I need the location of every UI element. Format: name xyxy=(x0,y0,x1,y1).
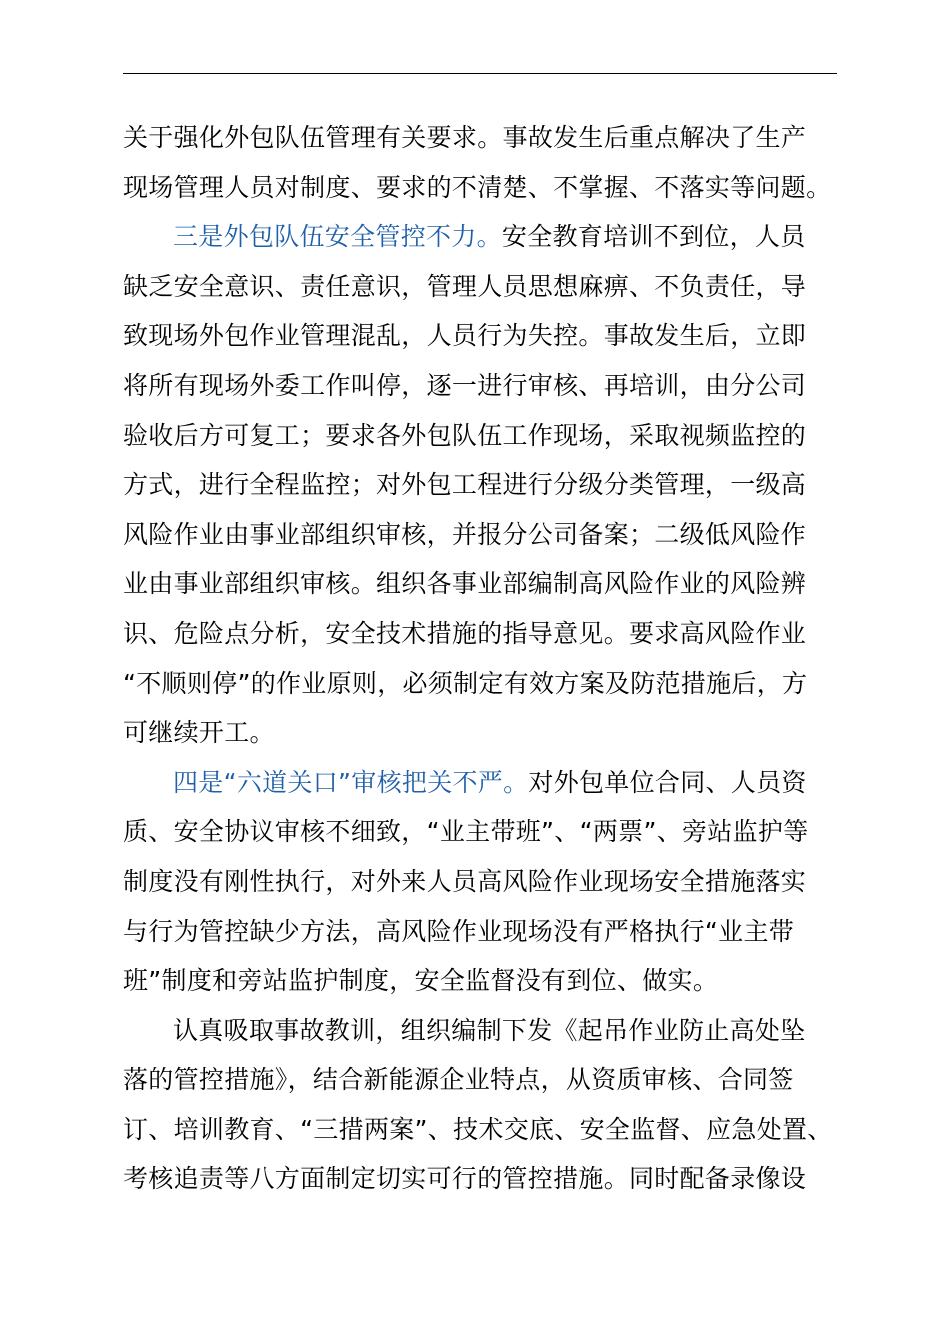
text-line: 可继续开工。 xyxy=(123,718,275,748)
text-line: 考核追责等八方面制定切实可行的管控措施。同时配备录像设 xyxy=(123,1164,807,1194)
text-line: 识、危险点分析，安全技术措施的指导意见。要求高风险作业 xyxy=(123,618,807,648)
text-line: 落的管控措施》，结合新能源企业特点，从资质审核、合同签 xyxy=(123,1065,794,1095)
body-text xyxy=(123,113,839,1204)
text-line: 质、安全协议审核不细致，“业主带班”、“两票”、旁站监护等 xyxy=(123,817,809,847)
section-heading: 四是“六道关口”审核把关不严。 xyxy=(173,767,529,797)
text-line: 订、培训教育、“三措两案”、技术交底、安全监督、应急处置、 xyxy=(123,1114,833,1144)
section-heading: 三是外包队伍安全管控不力。 xyxy=(173,222,502,252)
text-line: 关于强化外包队伍管理有关要求。事故发生后重点解决了生产 xyxy=(123,123,807,152)
text-line: 致现场外包作业管理混乱，人员行为失控。事故发生后，立即 xyxy=(123,321,807,351)
text-line: 班”制度和旁站监护制度，安全监督没有到位、做实。 xyxy=(123,966,719,996)
text-line: 业由事业部组织审核。组织各事业部编制高风险作业的风险辨 xyxy=(123,569,807,599)
text-run: 对外包单位合同、人员资 xyxy=(528,767,807,797)
text-line: 制度没有刚性执行，对外来人员高风险作业现场安全措施落实 xyxy=(123,866,807,896)
text-line: “不顺则停”的作业原则，必须制定有效方案及防范措施后，方 xyxy=(123,668,808,698)
paragraph-1 xyxy=(123,113,839,212)
text-line xyxy=(123,212,839,262)
text-line: 将所有现场外委工作叫停，逐一进行审核、再培训，由分公司 xyxy=(123,370,807,400)
paragraph-4 xyxy=(123,1006,839,1204)
text-line: 与行为管控缺少方法，高风险作业现场没有严格执行“业主带 xyxy=(123,916,795,946)
header-rule xyxy=(123,73,837,74)
text-line xyxy=(123,758,839,808)
text-line: 认真吸取事故教训，组织编制下发《起吊作业防止高处坠 xyxy=(173,1015,806,1045)
text-line: 风险作业由事业部组织审核，并报分公司备案；二级低风险作 xyxy=(123,519,807,549)
text-run: 安全教育培训不到位，人员 xyxy=(501,222,806,252)
text-line: 验收后方可复工；要求各外包队伍工作现场，采取视频监控的 xyxy=(123,420,807,450)
text-line: 缺乏安全意识、责任意识，管理人员思想麻痹、不负责任，导 xyxy=(123,271,807,301)
paragraph-2 xyxy=(123,212,839,758)
paragraph-3 xyxy=(123,758,839,1006)
text-line: 现场管理人员对制度、要求的不清楚、不掌握、不落实等问题。 xyxy=(123,172,832,202)
text-line: 方式，进行全程监控；对外包工程进行分级分类管理，一级高 xyxy=(123,470,807,500)
